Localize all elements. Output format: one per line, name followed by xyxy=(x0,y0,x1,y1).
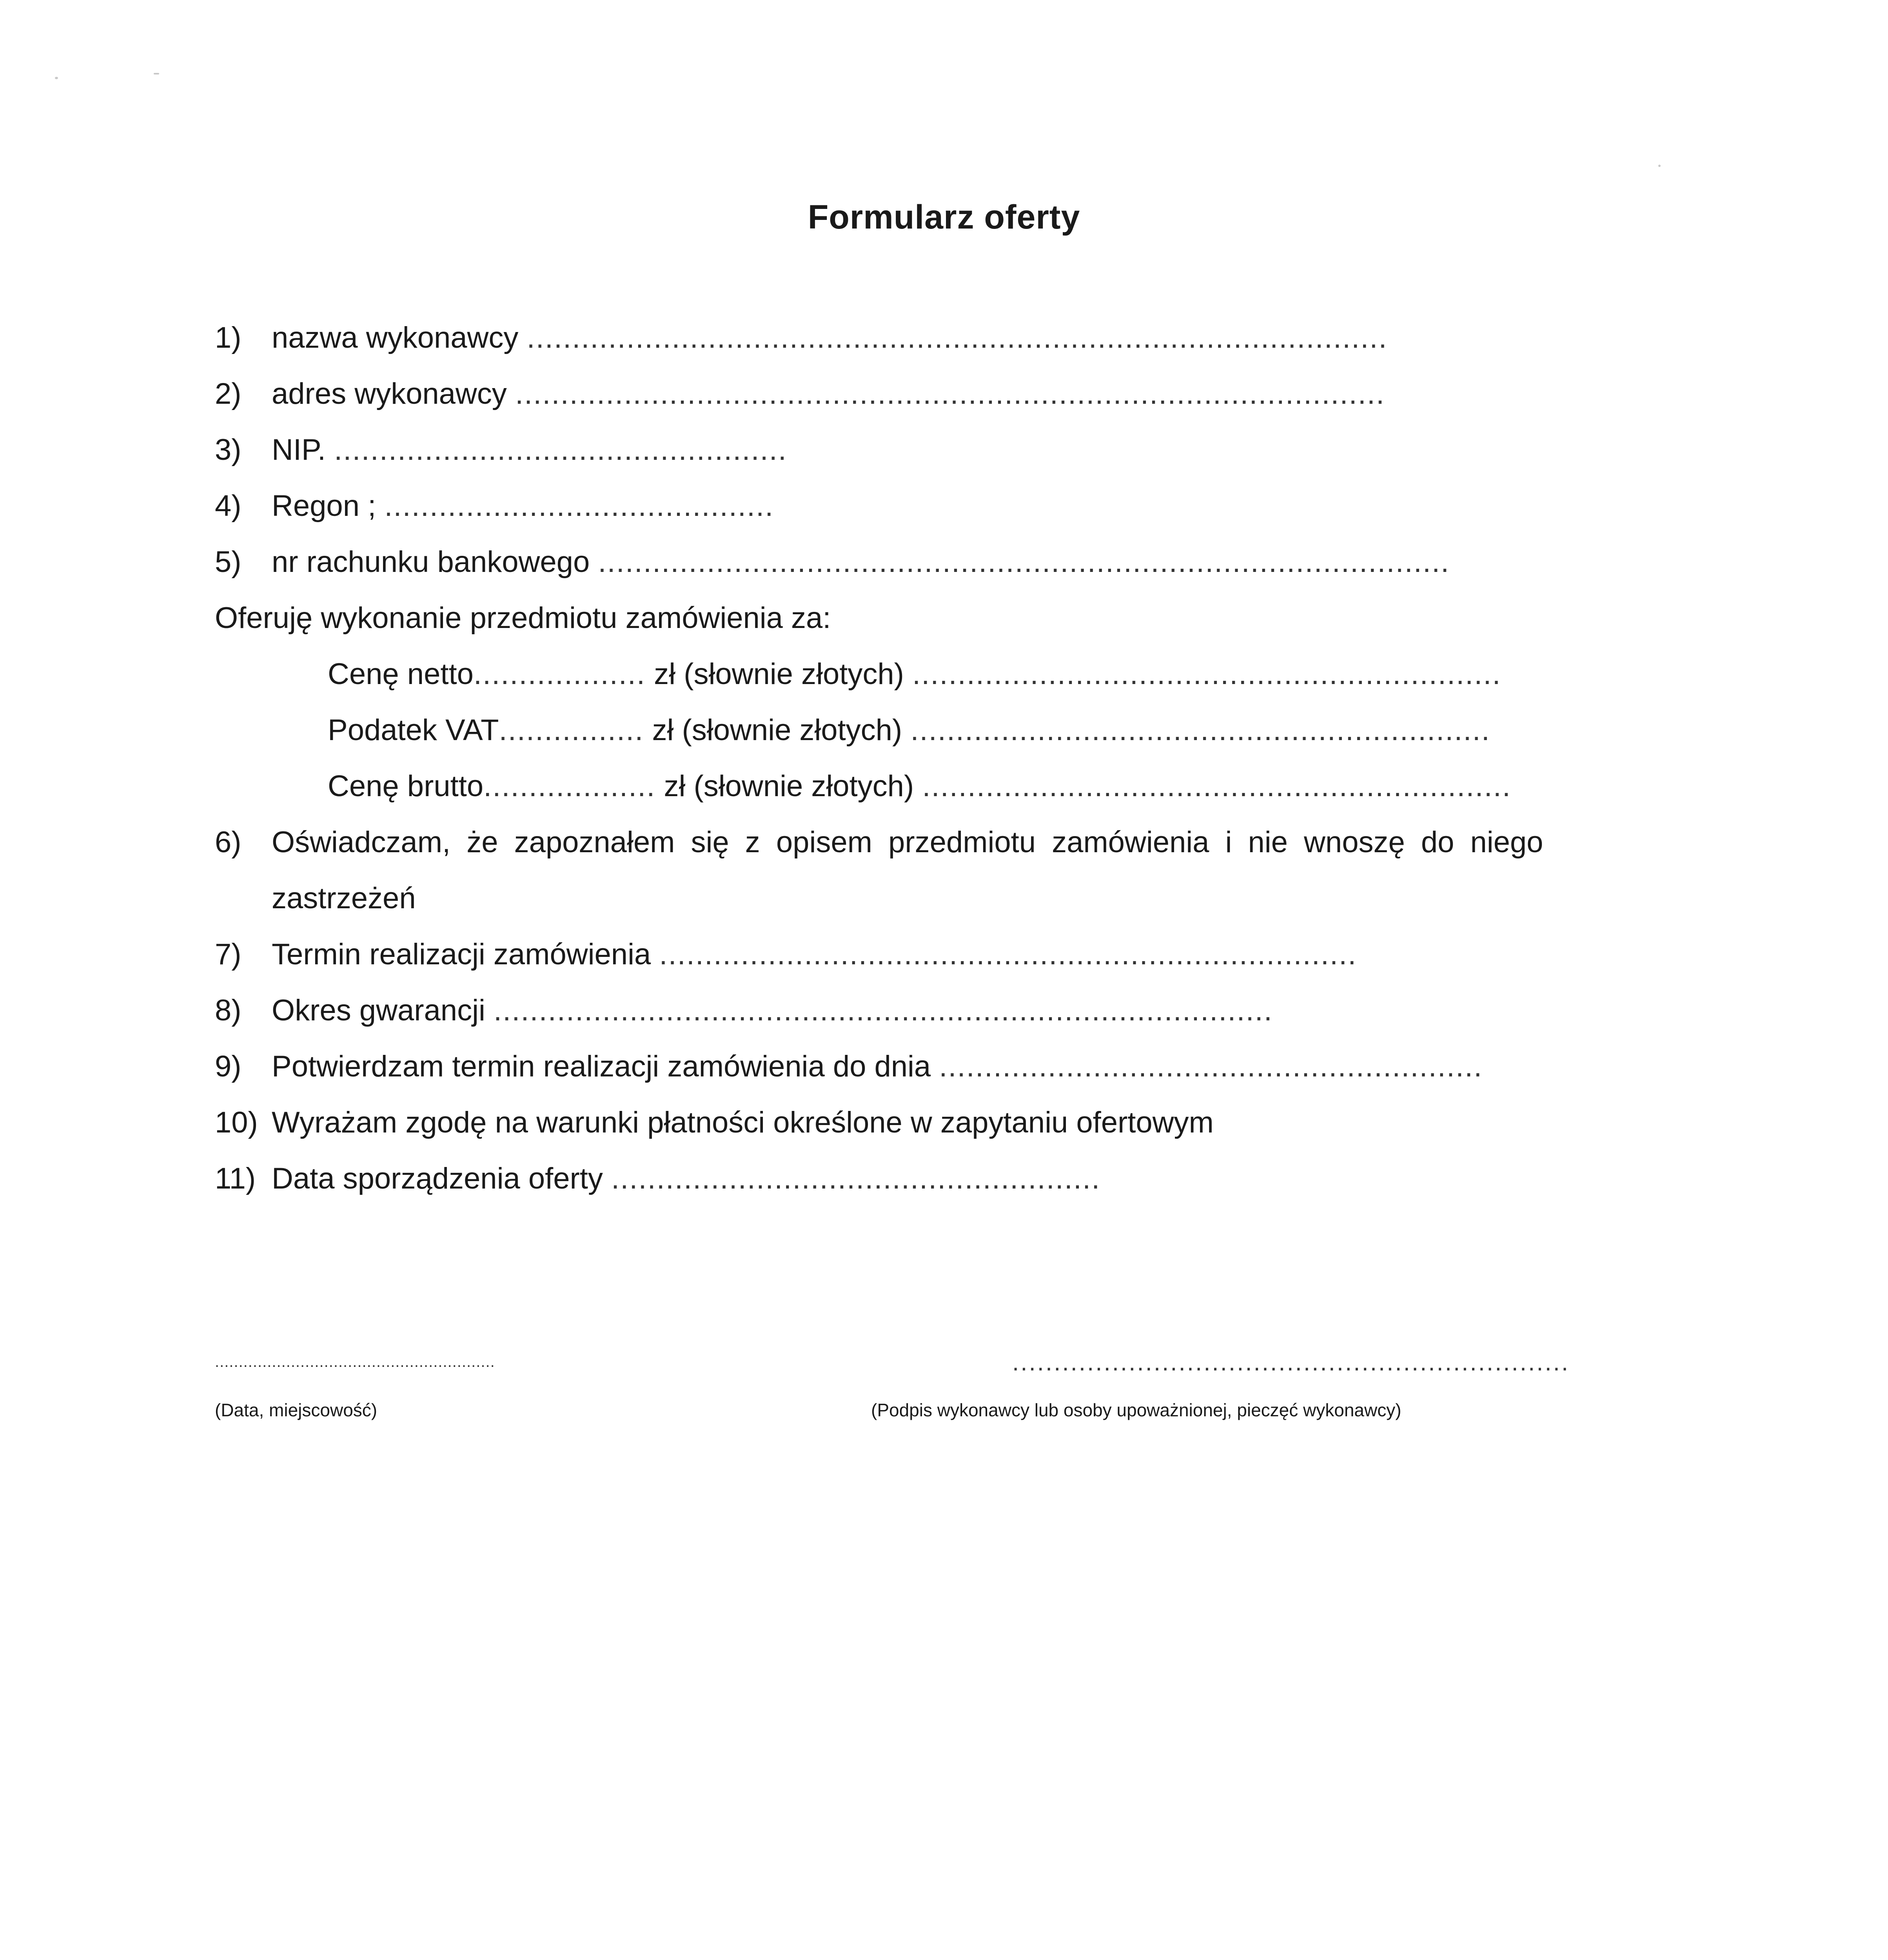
item-number: 8) xyxy=(215,994,241,1027)
offer-intro: Oferuję wykonanie przedmiotu zamówienia za: xyxy=(215,601,831,635)
fill-in-dots: .................................................. xyxy=(334,433,787,466)
signature-caption: (Podpis wykonawcy lub osoby upoważnionej, pieczęć wykonawcy) xyxy=(871,1400,1401,1420)
item-confirm-date xyxy=(215,1047,1483,1086)
price-label: Podatek VAT xyxy=(328,713,499,747)
date-place-caption: (Data, miejscowość) xyxy=(215,1400,378,1420)
item-label: adres wykonawcy xyxy=(272,377,507,410)
item-contractor-address xyxy=(215,374,1385,414)
price-currency-words: zł (słownie złotych) xyxy=(654,657,904,691)
item-declaration-continuation: zastrzeżeń xyxy=(272,882,416,915)
date-place-dots: ........................................................... xyxy=(215,1353,495,1370)
fill-in-dots: ................................................................. xyxy=(922,769,1511,803)
fill-in-dots: ...................................................... xyxy=(611,1162,1101,1195)
item-label: Okres gwarancji xyxy=(272,994,485,1027)
item-label: nazwa wykonawcy xyxy=(272,321,519,354)
item-number: 2) xyxy=(215,377,241,410)
item-completion-date xyxy=(215,935,1357,974)
item-number: 4) xyxy=(215,489,241,523)
price-vat xyxy=(328,711,1490,750)
item-payment-terms xyxy=(215,1103,1214,1142)
fill-in-dots: ........................................... xyxy=(384,489,774,523)
scan-speck xyxy=(154,73,159,74)
item-label: Regon ; xyxy=(272,489,376,523)
item-label: Potwierdzam termin realizacji zamówienia do dnia xyxy=(272,1050,931,1083)
item-number: 6) xyxy=(215,826,241,859)
form-title: Formularz oferty xyxy=(808,198,1080,236)
item-number: 1) xyxy=(215,321,241,354)
price-gross xyxy=(328,767,1511,806)
fill-in-dots: ................................................................ xyxy=(910,713,1490,747)
price-currency-words: zł (słownie złotych) xyxy=(652,713,902,747)
item-bank-account xyxy=(215,543,1450,582)
fill-in-dots: ............................................................................. xyxy=(659,938,1357,971)
item-nip xyxy=(215,430,787,470)
scan-speck xyxy=(55,77,58,79)
item-offer-date xyxy=(215,1159,1100,1198)
scan-speck xyxy=(1658,165,1661,167)
item-number: 9) xyxy=(215,1050,241,1083)
signature-dots: ................................................................... xyxy=(1012,1349,1570,1376)
item-contractor-name xyxy=(215,318,1387,358)
item-label: nr rachunku bankowego xyxy=(272,545,590,579)
fill-in-dots: .............................................................................................. xyxy=(598,545,1450,579)
price-label: Cenę brutto xyxy=(328,769,484,803)
fill-in-dots: ............................................................ xyxy=(939,1050,1483,1083)
price-currency-words: zł (słownie złotych) xyxy=(664,769,914,803)
fill-in-dots: ................................................................................................ xyxy=(515,377,1385,410)
price-net xyxy=(328,655,1501,694)
fill-in-dots: ................... xyxy=(483,769,656,803)
fill-in-dots: ................................................................. xyxy=(912,657,1501,691)
item-number: 10) xyxy=(215,1106,258,1139)
item-label: Data sporządzenia oferty xyxy=(272,1162,603,1195)
fill-in-dots: ................... xyxy=(473,657,646,691)
fill-in-dots: ...................................................................................... xyxy=(493,994,1273,1027)
item-text: Wyrażam zgodę na warunki płatności określone w zapytaniu ofertowym xyxy=(272,1106,1214,1139)
fill-in-dots: ................ xyxy=(499,713,644,747)
item-declaration xyxy=(215,823,1686,862)
item-label: NIP. xyxy=(272,433,326,466)
item-number: 11) xyxy=(215,1162,256,1195)
item-number: 5) xyxy=(215,545,241,579)
item-warranty xyxy=(215,991,1273,1030)
price-label: Cenę netto xyxy=(328,657,474,691)
item-number: 3) xyxy=(215,433,241,466)
item-number: 7) xyxy=(215,938,241,971)
item-regon xyxy=(215,486,774,526)
item-text: Oświadczam, że zapoznałem się z opisem przedmiotu zamówienia i nie wnoszę do niego xyxy=(272,826,1543,859)
fill-in-dots: ............................................................................................... xyxy=(526,321,1388,354)
item-label: Termin realizacji zamówienia xyxy=(272,938,651,971)
